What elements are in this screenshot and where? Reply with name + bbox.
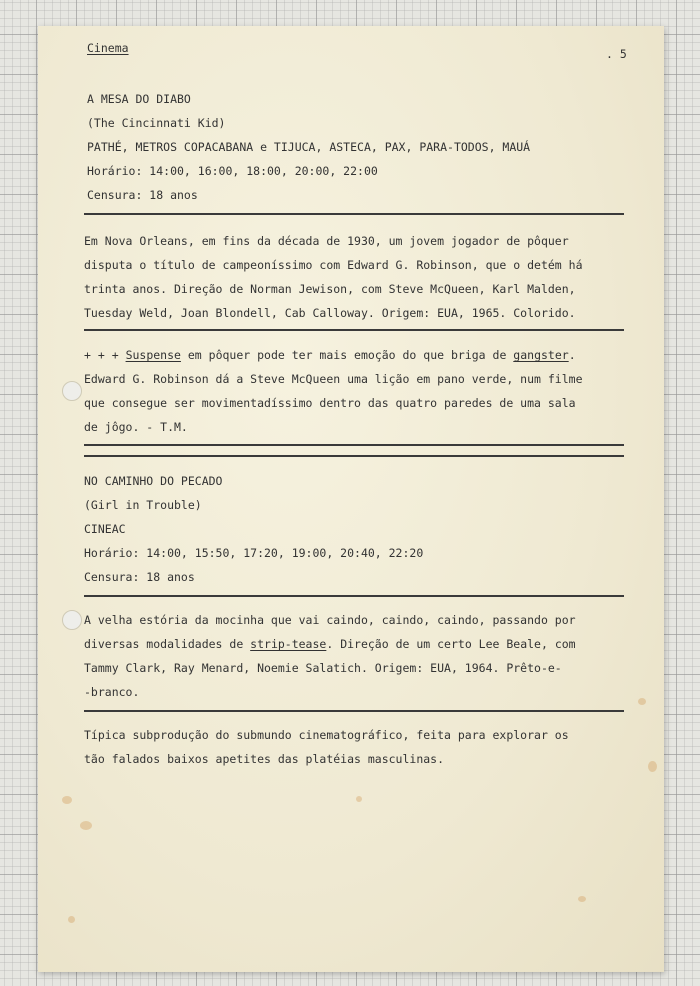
page-number: . 5 <box>606 47 627 61</box>
film1-review-line: de jôgo. - T.M. <box>84 420 188 434</box>
film1-title: A MESA DO DIABO <box>87 92 191 106</box>
film2-synopsis-line <box>84 637 576 651</box>
review-text: . <box>568 348 576 362</box>
film1-review-line: que consegue ser movimentadíssimo dentro das quatro paredes de uma sala <box>84 396 576 410</box>
film1-rating: Censura: 18 anos <box>87 188 198 202</box>
synopsis-text: diversas modalidades de <box>84 637 251 651</box>
stain <box>356 796 362 802</box>
review-text: em pôquer pode ter mais emoção do que briga de <box>180 348 514 362</box>
film1-review-line: Edward G. Robinson dá a Steve McQueen uma lição em pano verde, num filme <box>84 372 583 386</box>
stain <box>62 796 72 804</box>
stain <box>648 761 657 772</box>
film2-review-line: Típica subprodução do submundo cinematográfico, feita para explorar os <box>84 728 569 742</box>
film2-cinemas: CINEAC <box>84 522 126 536</box>
punch-hole <box>62 381 82 401</box>
divider <box>84 329 624 331</box>
divider <box>84 444 624 446</box>
film2-original-title: (Girl in Trouble) <box>84 498 202 512</box>
section-label: Cinema <box>87 41 129 55</box>
divider <box>84 455 624 457</box>
synopsis-text: . Direção de um certo Lee Beale, com <box>326 637 576 651</box>
film2-title: NO CAMINHO DO PECADO <box>84 474 223 488</box>
film2-synopsis-line: Tammy Clark, Ray Menard, Noemie Salatich. Origem: EUA, 1964. Prêto-e- <box>84 661 562 675</box>
document-page <box>38 26 664 972</box>
film2-synopsis-line: A velha estória da mocinha que vai caindo, caindo, caindo, passando por <box>84 613 576 627</box>
underlined-word: strip-tease <box>250 637 327 651</box>
film1-synopsis-line: Tuesday Weld, Joan Blondell, Cab Calloway. Origem: EUA, 1965. Colorido. <box>84 306 576 320</box>
divider <box>84 710 624 712</box>
film1-schedule: Horário: 14:00, 16:00, 18:00, 20:00, 22:00 <box>87 164 378 178</box>
stain <box>80 821 92 830</box>
divider <box>84 595 624 597</box>
film1-cinemas: PATHÉ, METROS COPACABANA e TIJUCA, ASTECA, PAX, PARA-TODOS, MAUÁ <box>87 140 531 154</box>
film2-schedule: Horário: 14:00, 15:50, 17:20, 19:00, 20:40, 22:20 <box>84 546 424 560</box>
film2-rating: Censura: 18 anos <box>84 570 195 584</box>
film1-review-line <box>84 348 576 362</box>
underlined-word: gangster <box>513 348 569 362</box>
rating-stars: + + + <box>84 348 119 362</box>
film1-original-title: (The Cincinnati Kid) <box>87 116 226 130</box>
film1-synopsis-line: disputa o título de campeoníssimo com Edward G. Robinson, que o detém há <box>84 258 583 272</box>
film2-review-line: tão falados baixos apetites das platéias masculinas. <box>84 752 445 766</box>
film1-synopsis-line: Em Nova Orleans, em fins da década de 1930, um jovem jogador de pôquer <box>84 234 569 248</box>
divider <box>84 213 624 215</box>
underlined-word: Suspense <box>125 348 181 362</box>
film1-synopsis-line: trinta anos. Direção de Norman Jewison, com Steve McQueen, Karl Malden, <box>84 282 576 296</box>
punch-hole <box>62 610 82 630</box>
stain <box>638 698 646 705</box>
stain <box>578 896 586 902</box>
stain <box>68 916 75 923</box>
film2-synopsis-line: -branco. <box>84 685 140 699</box>
